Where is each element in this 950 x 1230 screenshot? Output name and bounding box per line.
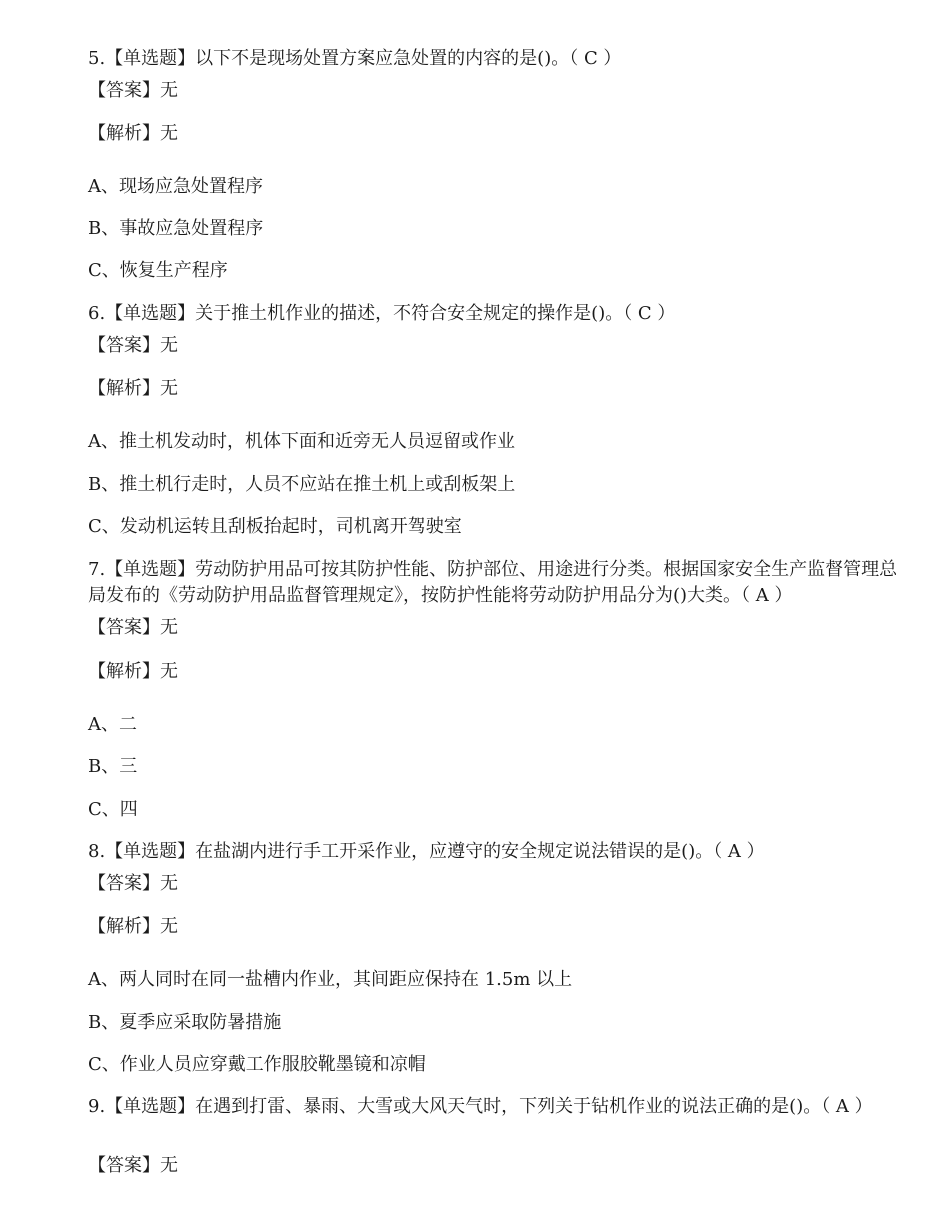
question-8-stem: 8.【单选题】在盐湖内进行手工开采作业，应遵守的安全规定说法错误的是()。（ A ）	[88, 841, 765, 862]
question-7-option-a: A、二	[88, 714, 137, 735]
question-5-option-c: C、恢复生产程序	[88, 260, 228, 281]
question-7-option-b: B、三	[88, 756, 138, 777]
question-9-stem: 9.【单选题】在遇到打雷、暴雨、大雪或大风天气时，下列关于钻机作业的说法正确的是()。（ A ）	[88, 1096, 873, 1117]
question-5-answer: 【答案】无	[88, 80, 178, 101]
question-8-analysis: 【解析】无	[88, 916, 178, 937]
question-5-stem: 5.【单选题】以下不是现场处置方案应急处置的内容的是()。（ C ）	[88, 48, 622, 69]
question-9-answer: 【答案】无	[88, 1155, 178, 1176]
question-8-option-a: A、两人同时在同一盐槽内作业，其间距应保持在 1.5m 以上	[88, 969, 573, 990]
question-7-stem: 7.【单选题】劳动防护用品可按其防护性能、防护部位、用途进行分类。根据国家安全生产监督管理总局发布的《劳动防护用品监督管理规定》，按防护性能将劳动防护用品分为()大类。（ A ）	[88, 559, 898, 606]
question-8-option-c: C、作业人员应穿戴工作服胶靴墨镜和凉帽	[88, 1054, 426, 1075]
question-6-option-a: A、推土机发动时，机体下面和近旁无人员逗留或作业	[88, 431, 515, 452]
question-8-answer: 【答案】无	[88, 873, 178, 894]
question-6-analysis: 【解析】无	[88, 378, 178, 399]
question-7-answer: 【答案】无	[88, 617, 178, 638]
question-8-option-b: B、夏季应采取防暑措施	[88, 1012, 282, 1033]
question-6-answer: 【答案】无	[88, 335, 178, 356]
question-7-option-c: C、四	[88, 799, 138, 820]
question-6-option-b: B、推土机行走时，人员不应站在推土机上或刮板架上	[88, 474, 516, 495]
question-6-stem: 6.【单选题】关于推土机作业的描述，不符合安全规定的操作是()。（ C ）	[88, 303, 676, 324]
question-5-analysis: 【解析】无	[88, 123, 178, 144]
question-5-option-a: A、现场应急处置程序	[88, 176, 263, 197]
question-5-option-b: B、事故应急处置程序	[88, 218, 264, 239]
question-6-option-c: C、发动机运转且刮板抬起时，司机离开驾驶室	[88, 516, 462, 537]
question-7-analysis: 【解析】无	[88, 661, 178, 682]
